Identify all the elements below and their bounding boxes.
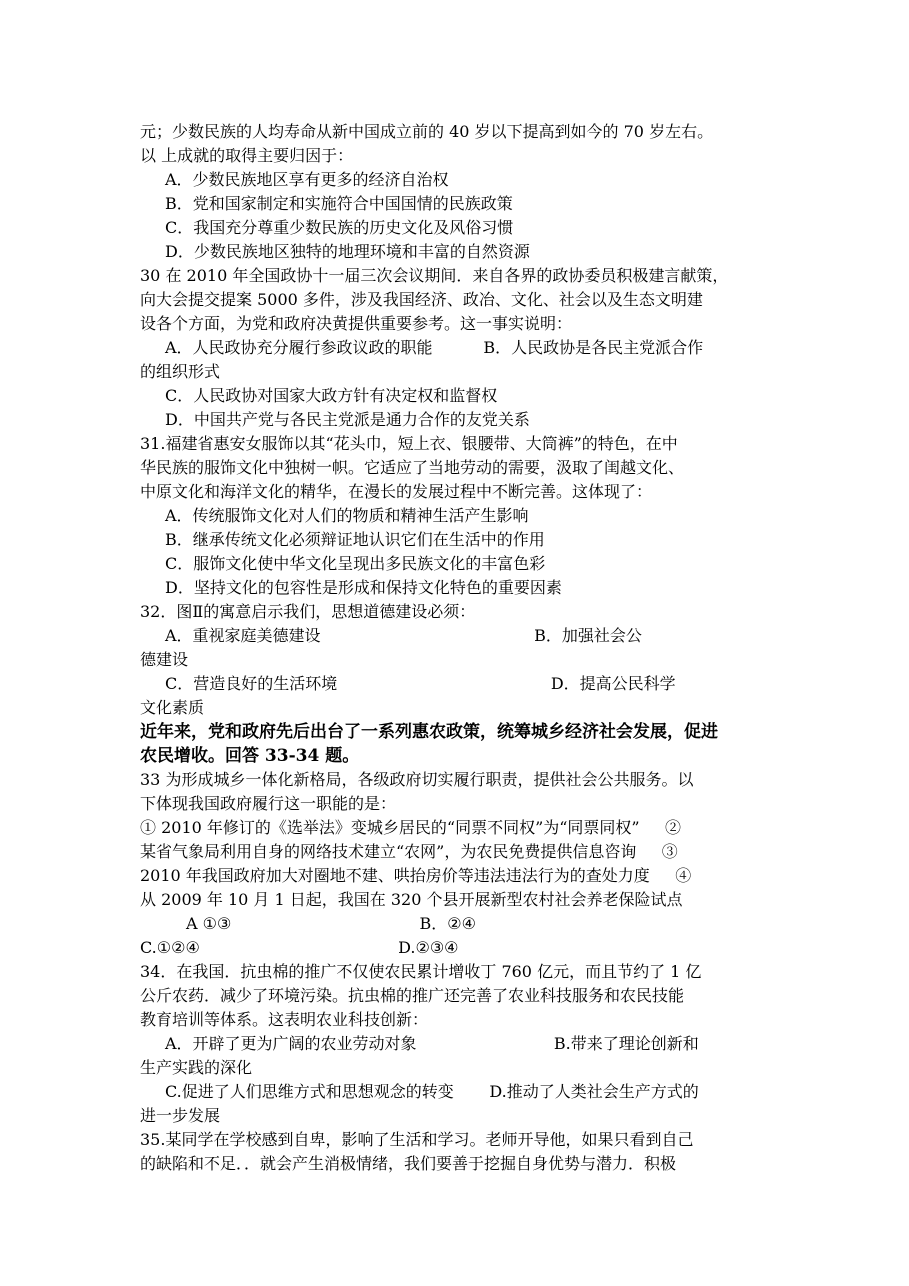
option-line: B．党和国家制定和实施符合中国国情的民族政策	[165, 194, 513, 213]
option-line: A．重视家庭美德建设 B．加强社会公	[165, 626, 642, 645]
option-line: C.①②④ D.②③④	[140, 938, 459, 957]
text-line: 2010 年我国政府加大对圈地不建、哄抬房价等违法违法行为的查处力度 ④	[140, 866, 692, 885]
text-line: 以 上成就的取得主要归因于：	[140, 146, 354, 165]
option-line: A．开辟了更为广阔的农业劳动对象 B.带来了理论创新和	[165, 1034, 699, 1053]
text-line: 德建设	[140, 650, 189, 669]
text-line: 向大会提交提案 5000 多件，涉及我国经济、政冶、文化、社会以及生态文明建	[140, 290, 703, 309]
text-line: 文化素质	[140, 698, 205, 717]
option-line: D．中国共产党与各民主党派是通力合作的友党关系	[165, 410, 530, 429]
option-line: A．传统服饰文化对人们的物质和精神生活产生影响	[165, 506, 529, 525]
text-line: 的缺陷和不足．．就会产生消极情绪，我们要善于挖掘自身优势与潜力．积极	[140, 1154, 677, 1173]
option-line: C．营造良好的生活环境 D．提高公民科学	[165, 674, 676, 693]
option-line: A．人民政协充分履行参政议政的职能 B．人民政协是各民主党派合作	[165, 338, 704, 357]
text-line: 生产实践的深化	[140, 1058, 253, 1077]
section-heading: 农民增收。回答 33-34 题。	[140, 746, 360, 766]
text-line: 进一步发展	[140, 1106, 221, 1125]
text-line: 设各个方面，为党和政府决黄提供重要参考。这一事实说明：	[140, 314, 573, 333]
option-line: C．我国充分尊重少数民族的历史文化及风俗习惯	[165, 218, 514, 237]
section-heading: 近年来，党和政府先后出台了一系列惠农政策，统筹城乡经济社会发展，促进	[140, 722, 718, 742]
option-line: B．继承传统文化必须辩证地认识它们在生活中的作用	[165, 530, 545, 549]
option-line: C．服饰文化使中华文化呈现出多民族文化的丰富色彩	[165, 554, 546, 573]
question-line: 34．在我国．抗虫棉的推广不仅使农民累计增收丁 760 亿元，而且节约了 1 亿	[140, 962, 702, 981]
text-line: 某省气象局利用自身的网络技术建立“农网”，为农民免费提供信息咨询 ③	[140, 842, 678, 861]
text-line: 中原文化和海洋文化的精华，在漫长的发展过程中不断完善。这体现了：	[140, 482, 653, 501]
option-line: D．少数民族地区独特的地理环境和丰富的自然资源	[165, 242, 530, 261]
option-line: D．坚持文化的包容性是形成和保持文化特色的重要因素	[165, 578, 562, 597]
option-line: A ①③ B．②④	[186, 914, 476, 933]
option-line: C．人民政协对国家大政方针有决定权和监督权	[165, 386, 498, 405]
text-line: 下体现我国政府履行这一职能的是：	[140, 794, 397, 813]
question-line: 31.福建省惠安女服饰以其“花头巾，短上衣、银腰带、大筒裤”的特色，在中	[140, 434, 678, 453]
option-line: A．少数民族地区享有更多的经济自治权	[165, 170, 449, 189]
question-line: 35.某同学在学校感到自卑，影响了生活和学习。老师开导他，如果只看到自己	[140, 1130, 694, 1149]
text-line: 从 2009 年 10 月 1 日起，我国在 320 个县开展新型农村社会养老保险试点	[140, 890, 683, 909]
text-line: 教育培训等体系。这表明农业科技创新：	[140, 1010, 429, 1029]
question-line: 32．图Ⅱ的寓意启示我们，思想道德建设必须：	[140, 602, 476, 621]
text-line: 华民族的服饰文化中独树一帜。它适应了当地劳动的需要，汲取了闺越文化、	[140, 458, 685, 477]
option-line: C.促进了人们思维方式和思想观念的转变 D.推动了人类社会生产方式的	[165, 1082, 699, 1101]
question-line: 30 在 2010 年全国政协十一届三次会议期间．来自各界的政协委员积极建言献策，	[140, 266, 729, 285]
text-line: 元；少数民族的人均寿命从新中国成立前的 40 岁以下提高到如今的 70 岁左右。	[140, 122, 714, 141]
text-line: ① 2010 年修订的《选举法》变城乡居民的“同票不同权”为“同票同权” ②	[140, 818, 682, 837]
question-line: 33 为形成城乡一体化新格局，各级政府切实履行职责，提供社会公共服务。以	[140, 770, 694, 789]
text-line: 的组织形式	[140, 362, 221, 381]
text-line: 公斤农药．减少了环境污染。抗虫棉的推广还完善了农业科技服务和农民技能	[140, 986, 685, 1005]
